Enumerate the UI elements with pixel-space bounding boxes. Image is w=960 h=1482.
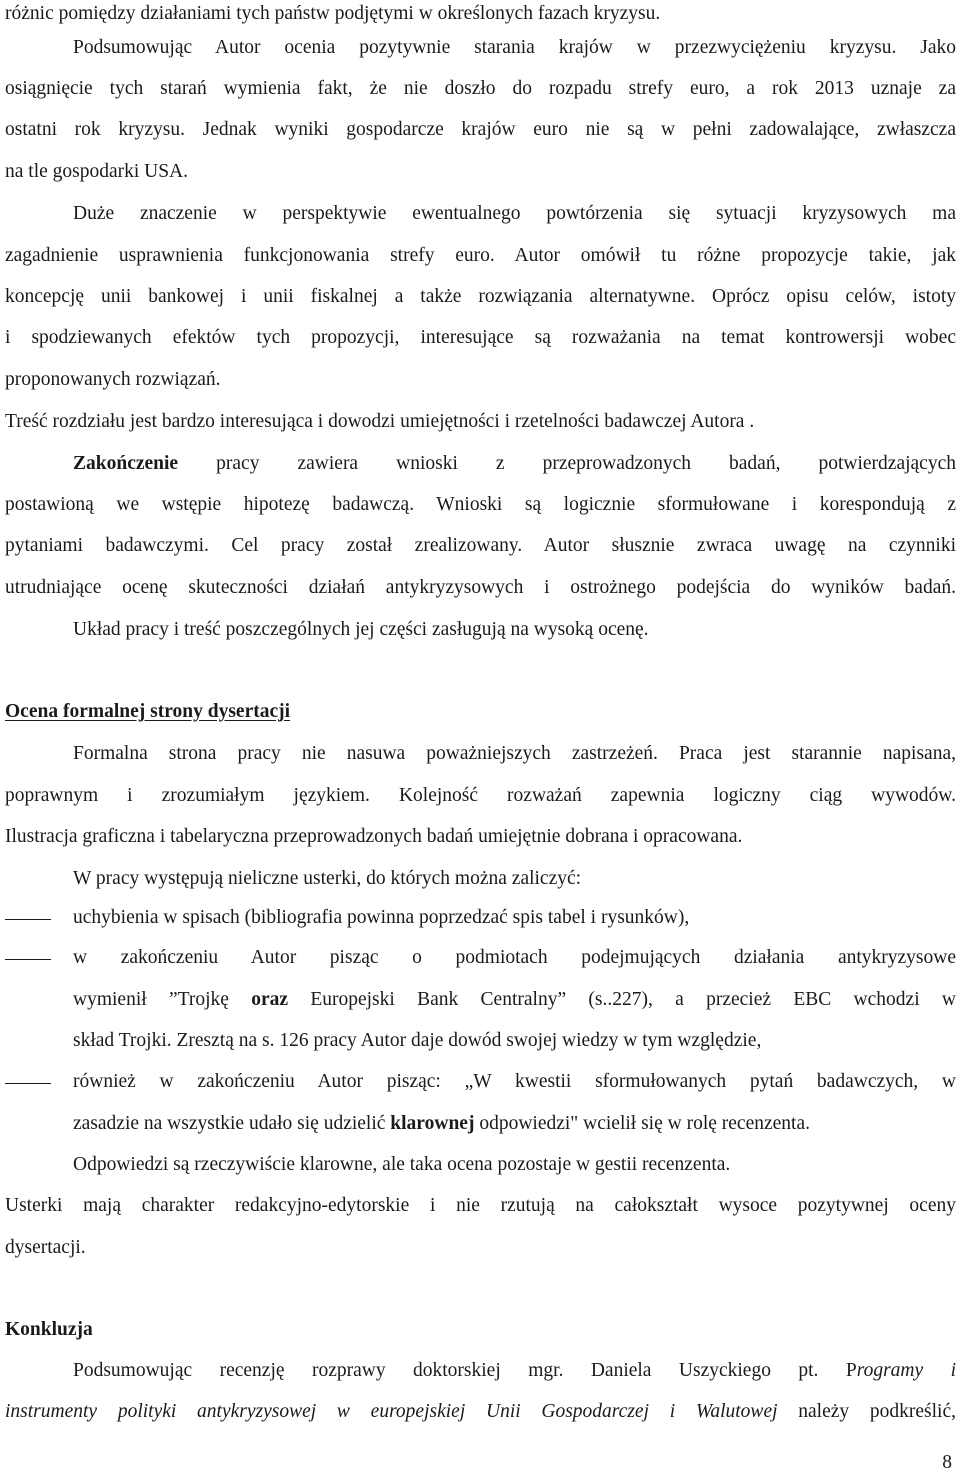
text-line: Duże znaczenie w perspektywie ewentualnego powtórzenia się sytuacji kryzysowych ma (73, 203, 956, 224)
text-span: pracy zawiera wnioski z przeprowadzonych badań, potwierdzających (178, 453, 956, 474)
text-line: Treść rozdziału jest bardzo interesująca i dowodzi umiejętności i rzetelności badawczej Autora . (5, 411, 755, 432)
text-line (73, 450, 956, 492)
text-line: utrudniające ocenę skuteczności działań antykryzysowych i ostrożnego podejścia do wyników badań. (5, 577, 956, 598)
italic-title: rogramy i (856, 1360, 956, 1381)
section-heading: Ocena formalnej strony dysertacji (5, 701, 291, 722)
page-number: 8 (942, 1452, 952, 1473)
text-line: Ilustracja graficzna i tabelaryczna przeprowadzonych badań umiejętnie dobrana i opracowana. (5, 826, 743, 847)
text-line: i spodziewanych efektów tych propozycji, interesujące są rozważania na temat kontrowersji wobec (5, 327, 956, 348)
text-span: wymienił ”Trojkę (73, 989, 252, 1010)
list-item-text: również w zakończeniu Autor pisząc: „W kwestii sformułowanych pytań badawczych, w (73, 1071, 956, 1092)
text-line: Układ pracy i treść poszczególnych jej części zasługują na wysoką ocenę. (73, 619, 649, 640)
text-line (5, 1398, 956, 1440)
text-line (73, 1357, 956, 1399)
bullet-dash (5, 919, 51, 920)
text-line: proponowanych rozwiązań. (5, 369, 221, 390)
list-item-text (73, 1110, 810, 1152)
text-line: na tle gospodarki USA. (5, 161, 189, 182)
text-span: zasadzie na wszystkie udało się udzielić (73, 1113, 391, 1134)
text-line: koncepcję unii bankowej i unii fiskalnej a także rozwiązania alternatywne. Oprócz opisu celów, istoty (5, 286, 956, 307)
text-line: Podsumowując Autor ocenia pozytywnie starania krajów w przezwyciężeniu kryzysu. Jako (73, 37, 956, 58)
text-line: różnic pomiędzy działaniami tych państw podjętymi w określonych fazach kryzysu. (5, 3, 661, 24)
text-line: pytaniami badawczymi. Cel pracy został zrealizowany. Autor słusznie zwraca uwagę na czynniki (5, 535, 956, 556)
text-line: osiągnięcie tych starań wymienia fakt, że nie doszło do rozpadu strefy euro, a rok 2013 uznaje za (5, 78, 956, 99)
list-item-text: Odpowiedzi są rzeczywiście klarowne, ale taka ocena pozostaje w gestii recenzenta. (73, 1154, 731, 1175)
list-item-text: uchybienia w spisach (bibliografia powinna poprzedzać spis tabel i rysunków), (73, 907, 690, 928)
bold-term: oraz (251, 989, 289, 1010)
text-line: zagadnienie usprawnienia funkcjonowania strefy euro. Autor omówił tu różne propozycje takie, jak (5, 245, 956, 266)
text-line: W pracy występują nieliczne usterki, do których można zaliczyć: (73, 868, 582, 889)
text-line: dysertacji. (5, 1237, 86, 1258)
text-line: Usterki mają charakter redakcyjno-edytorskie i nie rzutują na całokształt wysoce pozytywnej oceny (5, 1195, 956, 1216)
text-span: Europejski Bank Centralny” (s..227), a przecież EBC wchodzi w (288, 989, 956, 1010)
bullet-dash (5, 1083, 51, 1084)
italic-title: instrumenty polityki antykryzysowej w europejskiej Unii Gospodarczej i Walutowej (5, 1401, 778, 1422)
list-item-text: w zakończeniu Autor pisząc o podmiotach podejmujących działania antykryzysowe (73, 947, 956, 968)
list-item-text (73, 986, 956, 1028)
text-line: postawioną we wstępie hipotezę badawczą. Wnioski są logicznie sformułowane i korespondują z (5, 494, 956, 515)
text-span: odpowiedzi" wcielił się w rolę recenzenta. (474, 1113, 810, 1134)
text-line: poprawnym i zrozumiałym językiem. Kolejność rozważań zapewnia logiczny ciąg wywodów. (5, 785, 956, 806)
bold-term: Zakończenie (73, 453, 179, 474)
bold-term: klarownej (390, 1113, 475, 1134)
text-line: Formalna strona pracy nie nasuwa poważniejszych zastrzeżeń. Praca jest starannie napisana, (73, 743, 956, 764)
bullet-dash (5, 959, 51, 960)
list-item-text: skład Trojki. Zresztą na s. 126 pracy Autor daje dowód swojej wiedzy w tym względzie, (73, 1030, 762, 1051)
text-line: ostatni rok kryzysu. Jednak wyniki gospodarcze krajów euro nie są w pełni zadowalające, zwłaszcza (5, 119, 956, 140)
text-span: Podsumowując recenzję rozprawy doktorskiej mgr. Daniela Uszyckiego pt. P (73, 1360, 857, 1381)
text-span: należy podkreślić, (777, 1401, 956, 1422)
section-heading: Konkluzja (5, 1319, 93, 1340)
